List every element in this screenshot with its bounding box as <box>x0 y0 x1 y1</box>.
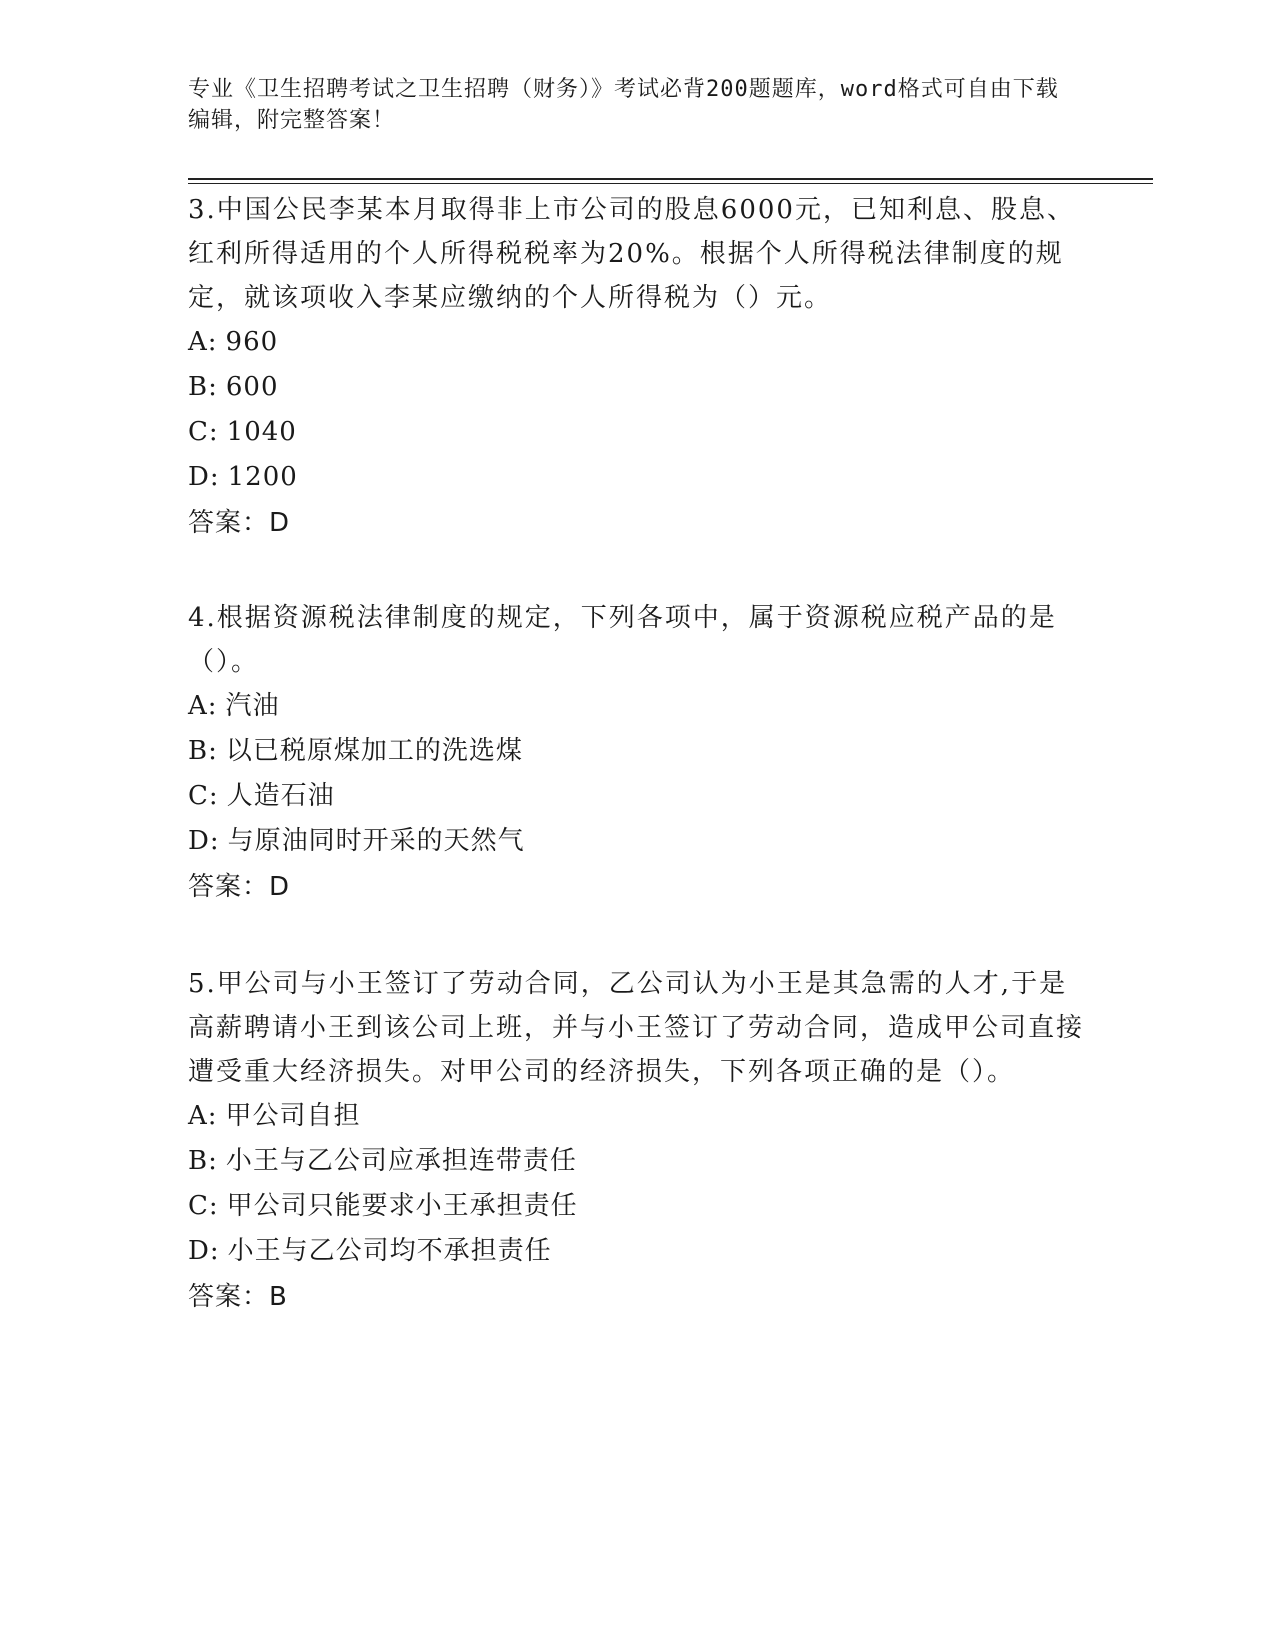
option-b <box>188 729 1088 774</box>
option-text: 甲公司自担 <box>225 1101 361 1131</box>
option-c <box>188 1184 1088 1229</box>
question-stem: 3.中国公民李某本月取得非上市公司的股息6000元，已知利息、股息、红利所得适用的个人所得税税率为20%。根据个人所得税法律制度的规定，就该项收入李某应缴纳的个人所得税为（）元。 <box>188 195 1075 313</box>
option-label: C: <box>188 417 219 447</box>
question-3 <box>188 188 1088 546</box>
option-text: 960 <box>225 327 279 357</box>
option-d <box>188 819 1088 864</box>
option-b <box>188 365 1088 410</box>
option-c <box>188 410 1088 455</box>
option-label: B: <box>188 372 218 402</box>
option-c <box>188 774 1088 819</box>
option-label: B: <box>188 736 218 766</box>
option-a <box>188 1094 1088 1139</box>
document-header: 专业《卫生招聘考试之卫生招聘（财务）》考试必背200题题库，word格式可自由下载编辑，附完整答案！ <box>188 77 1059 133</box>
option-text: 小王与乙公司应承担连带责任 <box>225 1146 577 1176</box>
option-d <box>188 1229 1088 1274</box>
header-divider-thick <box>188 178 1153 180</box>
option-label: C: <box>188 781 219 811</box>
question-stem: 5.甲公司与小王签订了劳动合同，乙公司认为小王是其急需的人才,于是高薪聘请小王到该公司上班，并与小王签订了劳动合同，造成甲公司直接遭受重大经济损失。对甲公司的经济损失，下列各项正确的是（）。 <box>188 969 1085 1087</box>
option-label: D: <box>188 826 220 856</box>
option-d <box>188 455 1088 500</box>
option-label: A: <box>188 691 218 721</box>
option-text: 汽油 <box>225 691 280 721</box>
answer-line: 答案：D <box>188 508 291 538</box>
option-a <box>188 684 1088 729</box>
option-label: D: <box>188 462 220 492</box>
option-text: 600 <box>225 372 279 402</box>
header-divider-thin <box>188 183 1153 184</box>
question-5 <box>188 962 1088 1320</box>
question-4 <box>188 596 1088 910</box>
option-text: 1040 <box>226 417 297 447</box>
option-text: 小王与乙公司均不承担责任 <box>227 1236 552 1266</box>
option-label: B: <box>188 1146 218 1176</box>
option-b <box>188 1139 1088 1184</box>
option-text: 甲公司只能要求小王承担责任 <box>226 1191 578 1221</box>
question-stem: 4.根据资源税法律制度的规定，下列各项中，属于资源税应税产品的是（）。 <box>188 603 1057 677</box>
option-label: C: <box>188 1191 219 1221</box>
option-a <box>188 320 1088 365</box>
option-text: 人造石油 <box>226 781 335 811</box>
option-label: A: <box>188 327 218 357</box>
option-text: 1200 <box>227 462 298 492</box>
answer-line: 答案：B <box>188 1282 288 1312</box>
answer-line: 答案：D <box>188 872 291 902</box>
option-text: 与原油同时开采的天然气 <box>227 826 525 856</box>
option-text: 以已税原煤加工的洗选煤 <box>225 736 523 766</box>
option-label: A: <box>188 1101 218 1131</box>
option-label: D: <box>188 1236 220 1266</box>
